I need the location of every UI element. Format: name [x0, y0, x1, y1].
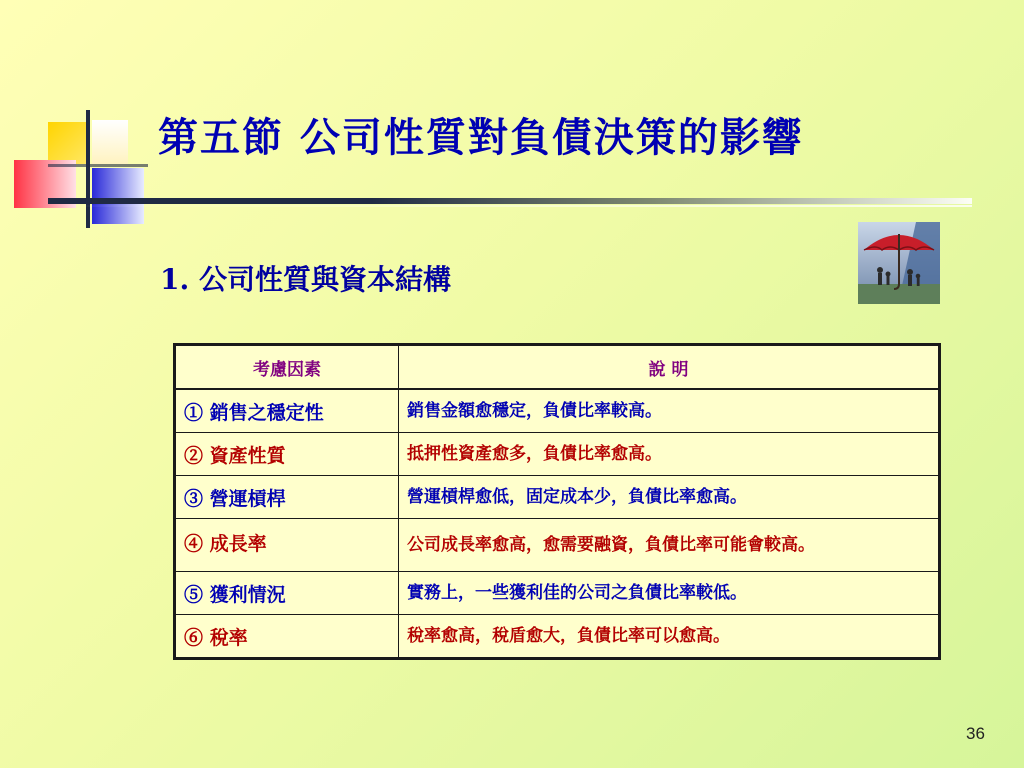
factor-cell: ③ 營運槓桿 — [175, 476, 399, 519]
description-cell: 銷售金額愈穩定，負債比率較高。 — [399, 389, 940, 433]
page-title: 第五節 公司性質對負債決策的影響 — [158, 114, 804, 161]
header-factor: 考慮因素 — [175, 345, 399, 390]
description-cell: 營運槓桿愈低，固定成本少，負債比率愈高。 — [399, 476, 940, 519]
umbrella-people-clipart-icon — [858, 222, 940, 304]
factors-table — [173, 343, 941, 660]
description-cell: 實務上，一些獲利佳的公司之負債比率較低。 — [399, 572, 940, 615]
table-row — [175, 615, 940, 659]
table-row — [175, 519, 940, 572]
page-number: 36 — [966, 724, 985, 743]
section-subtitle: 1. 公司性質與資本結構 — [160, 263, 451, 296]
factor-cell: ② 資產性質 — [175, 433, 399, 476]
title-divider — [48, 198, 972, 204]
color-blocks-decoration-icon — [0, 0, 160, 240]
title-divider-highlight — [48, 205, 972, 207]
description-cell: 稅率愈高，稅盾愈大，負債比率可以愈高。 — [399, 615, 940, 659]
table-row — [175, 572, 940, 615]
factor-cell: ① 銷售之穩定性 — [175, 389, 399, 433]
table-row — [175, 433, 940, 476]
factor-cell: ④ 成長率 — [175, 519, 399, 572]
header-description: 說 明 — [399, 345, 940, 390]
factor-cell: ⑤ 獲利情況 — [175, 572, 399, 615]
table-row — [175, 476, 940, 519]
table-row — [175, 389, 940, 433]
description-cell: 抵押性資產愈多，負債比率愈高。 — [399, 433, 940, 476]
description-cell: 公司成長率愈高，愈需要融資，負債比率可能會較高。 — [399, 519, 940, 572]
factor-cell: ⑥ 稅率 — [175, 615, 399, 659]
table-header-row — [175, 345, 940, 390]
